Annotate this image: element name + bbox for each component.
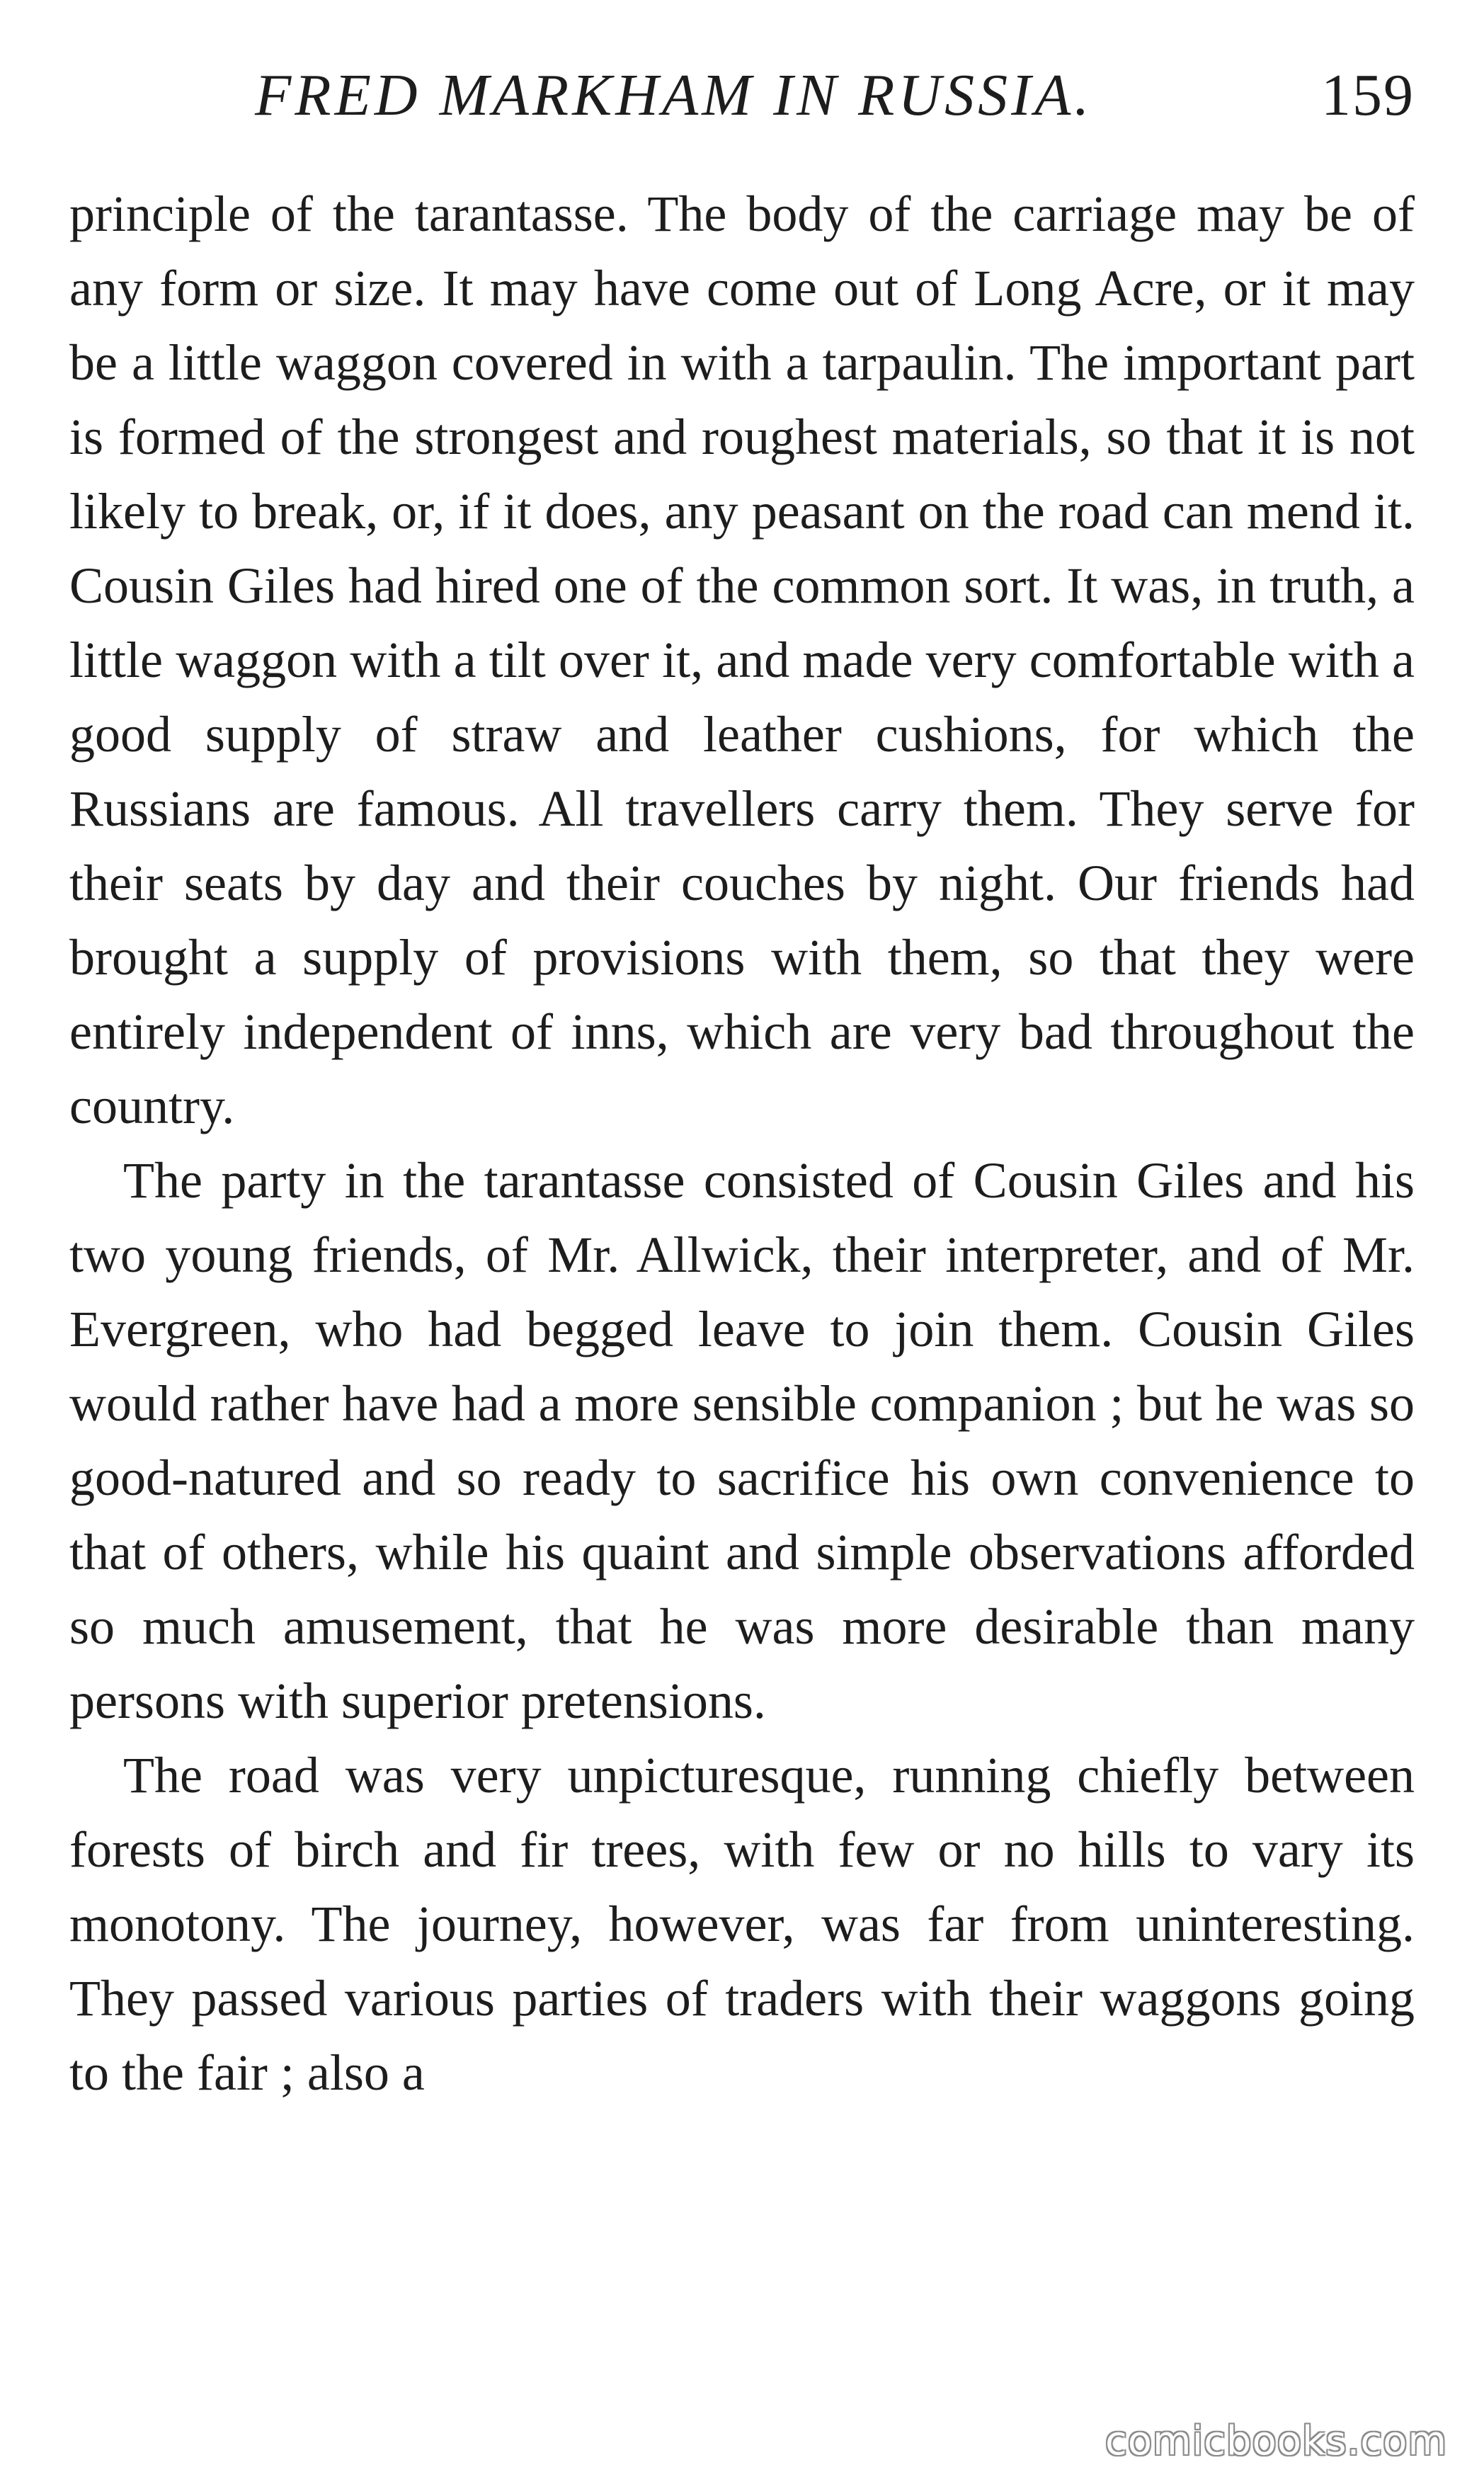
paragraph-1: principle of the tarantasse. The body of the carriage may be of any form or size. It may have come out of Long Acre, or it may be a little waggon covered in with a tarpaulin. The important part is formed of the strongest and roughest materials, so that it is not likely to break, or, if it does, any peasant on the road can mend it. Cousin Giles had hired one of the common sort. It was, in truth, a little waggon with a tilt over it, and made very comfortable with a good supply of straw and leather cushions, for which the Russians are famous. All travellers carry them. They serve for their seats by day and their couches by night. Our friends had brought a supply of provisions with them, so that they were entirely independent of inns, which are very bad throughout the country. [69, 186, 1415, 1134]
running-header [0, 61, 1484, 139]
site-watermark: comicbooks.com [1105, 2418, 1447, 2464]
running-title: FRED MARKHAM IN RUSSIA. [255, 62, 1093, 128]
body-text [69, 177, 1415, 2110]
paragraph-3: The road was very unpicturesque, running chiefly between forests of birch and fir trees, with few or no hills to vary its monotony. The journey, however, was far from uninteresting. They passed various parties of traders with their waggons going to the fair ; also a [69, 1747, 1415, 2101]
paragraph-2: The party in the tarantasse consisted of Cousin Giles and his two young friends, of Mr. Allwick, their interpreter, and of Mr. Evergreen, who had begged leave to join them. Cousin Giles would rather have had a more sensible companion ; but he was so good-natured and so ready to sacrifice his own convenience to that of others, while his quaint and simple observations afforded so much amusement, that he was more desirable than many persons with superior pretensions. [69, 1152, 1415, 1729]
page-number: 159 [1321, 62, 1415, 128]
